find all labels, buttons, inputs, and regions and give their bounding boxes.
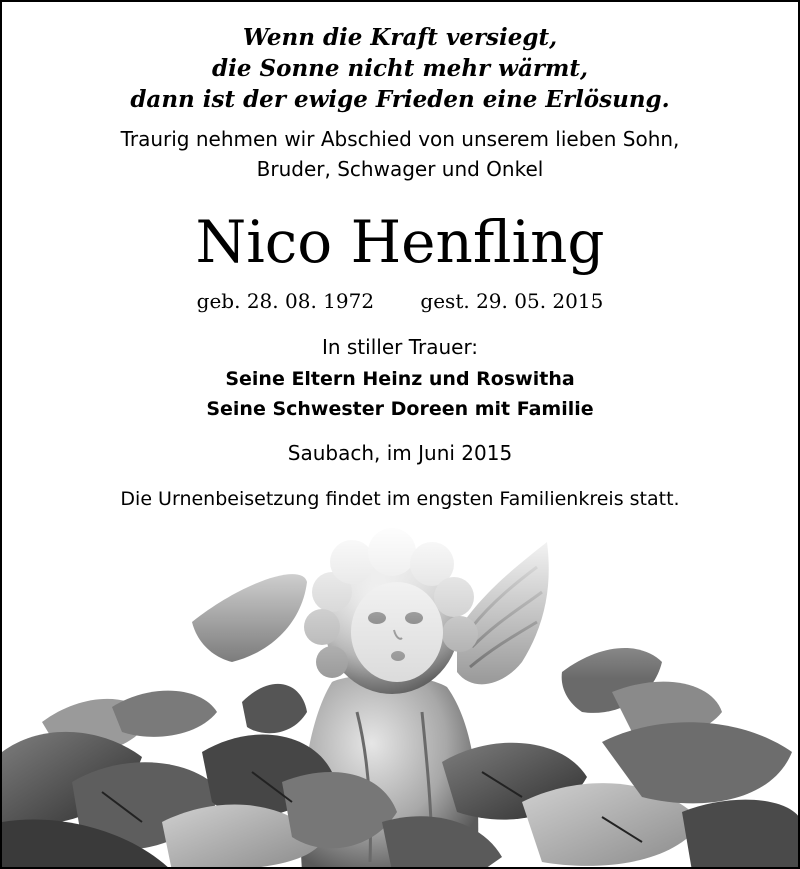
mourner-parents: Seine Eltern Heinz und Roswitha <box>225 368 575 390</box>
mourner-sister: Seine Schwester Doreen mit Familie <box>206 398 594 420</box>
life-dates <box>2 287 798 315</box>
death-date: gest. 29. 05. 2015 <box>420 289 604 313</box>
motto-line-2: die Sonne nicht mehr wärmt, <box>212 55 588 82</box>
burial-note: Die Urnenbeisetzung findet im engsten Familienkreis statt. <box>120 488 680 510</box>
mourners-list <box>2 364 798 424</box>
birth-date: geb. 28. 08. 1972 <box>196 289 375 313</box>
angel-ivy-image <box>2 522 800 869</box>
intro-line-2: Bruder, Schwager und Onkel <box>256 157 544 181</box>
mourning-label: In stiller Trauer: <box>321 335 479 359</box>
intro-text <box>2 124 798 184</box>
deceased-name: Nico Henfling <box>195 208 605 276</box>
motto-verse <box>2 22 798 115</box>
intro-line-1: Traurig nehmen wir Abschied von unserem lieben Sohn, <box>120 127 680 151</box>
motto-line-1: Wenn die Kraft versiegt, <box>242 24 558 51</box>
place-and-date: Saubach, im Juni 2015 <box>287 441 513 465</box>
motto-line-3: dann ist der ewige Frieden eine Erlösung. <box>130 86 670 113</box>
